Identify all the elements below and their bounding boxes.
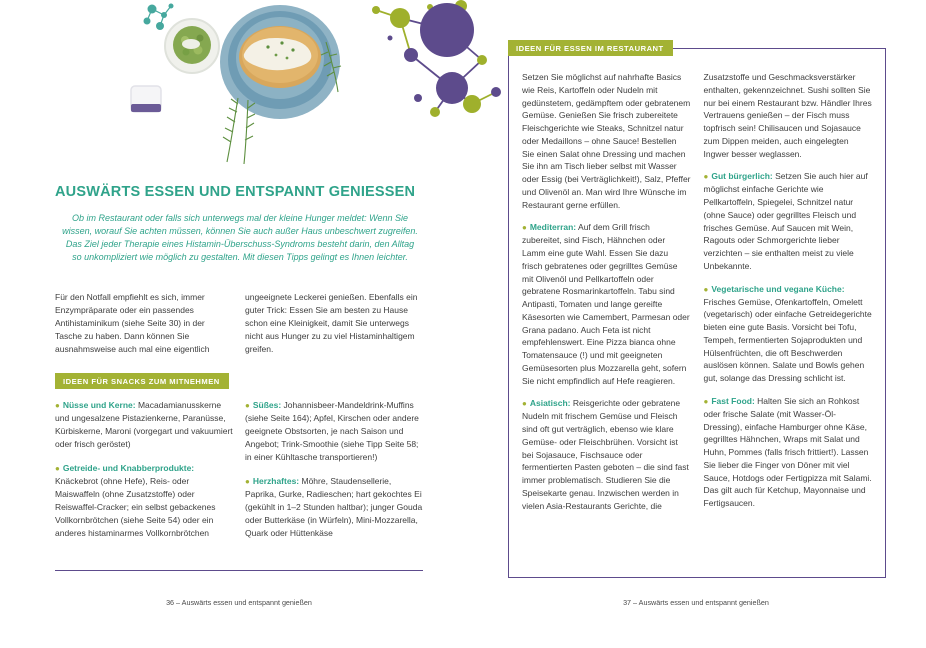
snack-item-text: Möhre, Staudensellerie, Paprika, Gurke, Radieschen; hart gekochtes Ei (gekühlt in 1–2 Stunden haltbar); junger Gouda oder Butterkäse (in Würfeln), Mini-Mozzarella, Quark oder Hüttenkäse xyxy=(245,475,423,538)
bullet-icon: ● xyxy=(55,463,60,473)
tip-lead: Gut bürgerlich: xyxy=(711,171,773,182)
bullet-icon: ● xyxy=(55,401,60,410)
restaurant-banner: IDEEN FÜR ESSEN IM RESTAURANT xyxy=(508,40,673,56)
snack-item-lead: Süßes: xyxy=(252,400,282,410)
snack-item-lead: Nüsse und Kerne: xyxy=(62,400,136,410)
intro-paragraph: Ob im Restaurant oder falls sich unterwegs mal der kleine Hunger meldet: Wenn Sie wissen, worauf Sie achten müssen, können Sie auch außer Haus unbeschwert zugreifen. Das Ziel jeder Therapie eines Histamin-Überschuss-Syndroms besteht darin, den Alltag so unkompliziert wie möglich zu gestalten. Mit diesen Tipps gelingt es Ihnen leichter. xyxy=(62,213,418,263)
page-footer-left: 36 – Auswärts essen und entspannt genießen xyxy=(166,598,312,607)
snack-item-herzhaftes xyxy=(245,475,423,540)
body-text: Für den Notfall empfiehlt es sich, immer Enzympräparate oder ein passendes Antihistaminikum (siehe Seite 30) in der Tasche zu haben. Dann können Sie ausnahmsweise auch mal eine eigentlich ungeeignete Leckerei genießen. Ebenfalls ein guter Trick: Essen Sie am besten zu Hause schon eine Kleinigkeit, damit Sie unterwegs nicht aus Hunger zu zu viel Histaminhaltigem greifen. xyxy=(55,292,418,354)
tip-text: Halten Sie sich an Rohkost oder frische Salate (mit Wasser-Öl-Dressing), einfache Hamburger ohne Käse, gegrilltes Hähnchen, Wraps mit Salat und Huhn, Pommes (falls frisch frittiert!). Lassen Sie lieber die Finger von Döner mit viel Sauce, Hotdogs oder Fertigpizza mit Salami. Das gilt auch für Ketchup, Mayonnaise und Fertigsaucen. xyxy=(703,395,872,508)
bullet-icon: ● xyxy=(522,223,527,233)
tip-text: Frisches Gemüse, Ofenkartoffeln, Omelett (vegetarisch) oder einfache Getreidegerichte bieten eine gute Basis. Vorsicht bei Tofu, Tempeh, fermentierten Sojaprodukten und Hülsenfrüchten, die oft Beschwerden auslösen können. Salate und Bowls gehen gut, solange das Dressing schlicht ist. xyxy=(703,296,872,383)
tip-text: Auf dem Grill frisch zubereitet, sind Fisch, Hähnchen oder Lamm eine gute Wahl. Essen Sie dazu frisch gebratenes oder gegrilltes Gemüse mit Olivenöl und Pellkartoffeln oder gebratene Rosmarinkartoffeln. Tabu sind Antipasti, Tomaten und lange gereifte Käsesorten wie Camembert, Parmesan oder Grana padano. Auch Feta ist nicht empfehlenswert. Eine Pizza bianca ohne Tomatensauce (!) und mit geeigneten Gemüsesorten plus Mozzarella geht, sofern Sie nicht empfindlich auf Hefe reagieren. xyxy=(522,222,690,386)
snack-item-text: Knäckebrot (ohne Hefe), Reis- oder Maiswaffeln (ohne Zusatzstoffe) oder Reiswaffel-Cracker; ein selbst gebackenes Vollkornbrötchen (siehe Seite 54) oder ein anderes histaminarmes Vollkornbrötchen xyxy=(55,476,216,538)
bullet-icon: ● xyxy=(703,396,709,406)
tip-lead: Vegetarische und vegane Küche: xyxy=(711,283,845,294)
snack-item-suesses xyxy=(245,399,423,464)
snack-column-2 xyxy=(245,399,423,551)
bullet-icon: ● xyxy=(522,399,527,409)
tip-lead: Fast Food: xyxy=(711,395,755,406)
restaurant-intro: Setzen Sie möglichst auf nahrhafte Basics wie Reis, Kartoffeln oder Nudeln mit gedünstetem, gedämpftem oder gebratenem Gemüse. Genießen Sie frisch zubereitete Fleischgerichte wie Steaks, Schnitzel natur oder Medaillons – ohne Sauce! Bestellen Sie einen Salat ohne Dressing und machen Sie ihn am Tisch lieber selbst mit Wasser oder Essig (bei Verträglichkeit!), Salz, Pfeffer und Olivenöl an. Man wird Ihre Wünsche im Restaurant gerne erfüllen. xyxy=(522,72,691,210)
restaurant-tips-content xyxy=(522,71,872,569)
cup-photo xyxy=(131,86,161,112)
bullet-icon: ● xyxy=(245,476,250,486)
tip-vegetarisch xyxy=(704,283,873,385)
restaurant-tips-box xyxy=(508,48,886,578)
tip-lead: Mediterran: xyxy=(529,222,577,233)
page-footer-right: 37 – Auswärts essen und entspannt genießen xyxy=(623,598,769,607)
tip-text: Setzen Sie auch hier auf möglichst einfache Gerichte wie Pellkartoffeln, Spiegelei, Schnitzel natur (ohne Sauce) oder gegrilltes Fleisch und frisches Gemüse. Auf Saucen mit Wein, Ragouts oder Schmorgerichte lieber verzichten – sie enthalten meist zu viele Unbekannte. xyxy=(703,171,868,271)
baked-potato-photo xyxy=(220,5,340,119)
snacks-banner: IDEEN FÜR SNACKS ZUM MITNEHMEN xyxy=(55,373,229,389)
tip-fast-food xyxy=(704,395,873,510)
page-title: AUSWÄRTS ESSEN UND ENTSPANNT GENIESSEN xyxy=(55,183,416,200)
snack-item-nuesse xyxy=(55,399,233,451)
tip-lead: Asiatisch: xyxy=(529,398,571,409)
snack-item-lead: Getreide- und Knabberprodukte: xyxy=(62,462,195,473)
bullet-icon: ● xyxy=(703,284,709,294)
snack-item-lead: Herzhaftes: xyxy=(252,475,300,486)
snack-item-text: Macadamianusskerne und ungesalzene Pistazienkerne, Paranüsse, Kürbiskerne, Maroni (vorgegart und vakuumiert oder frisch geröstet) xyxy=(55,400,233,449)
section-divider xyxy=(55,570,423,571)
tip-mediterran xyxy=(522,221,691,387)
bullet-icon: ● xyxy=(245,401,250,410)
snack-list xyxy=(55,399,423,551)
tip-gut-buergerlich xyxy=(704,170,873,272)
tip-text: Reisgerichte oder gebratene Nudeln mit frischem Gemüse und Fleisch sind oft gut verträglich, ebenso wie klare Gemüse- oder Fleischbrühen. Vorsicht ist bei Sojasauce, Fischsauce oder fermentierten Pasten geboten – die sind fast immer problematisch. Studieren Sie die Speisekarte genau. Inzwischen werden in vielen Asia-Restaurants Gerichte, die Zusatzstoffe und Geschmacksverstärker enthalten, gekennzeichnet. Sushi sollten Sie nur bei einem Restaurant bzw. Händler Ihres Vertrauens genießen – der Fisch muss topfrisch sein! Chilisaucen und Sojasauce zum Dippen meiden, auch eingelegten Ingwer besser weglassen. xyxy=(522,72,872,511)
bullet-icon: ● xyxy=(703,172,709,182)
header-photo-and-molecules xyxy=(130,0,510,175)
snack-item-text: Johannisbeer-Mandeldrink-Muffins (siehe Seite 164); Apfel, Kirschen oder andere geeignete Obstsorten, je nach Saison und Angebot; Trink-Smoothie (siehe Tipp Seite 58; in einer Kühltasche transportieren!) xyxy=(245,400,419,462)
snack-column-1 xyxy=(55,399,233,551)
teal-molecule-dots xyxy=(144,4,174,31)
salad-bowl-photo xyxy=(165,19,219,73)
snack-item-getreide xyxy=(55,462,233,540)
